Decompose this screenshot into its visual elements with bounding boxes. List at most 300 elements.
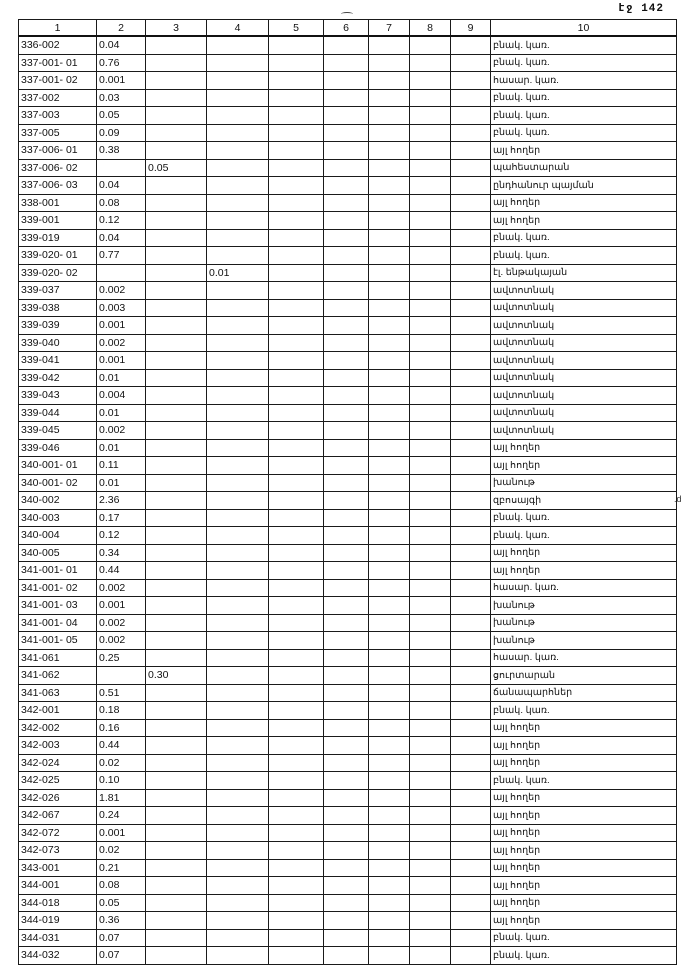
- table-row: [19, 684, 677, 702]
- col9-cell: [451, 264, 491, 282]
- table-row: [19, 527, 677, 545]
- table-row: [19, 632, 677, 650]
- table-row: [19, 894, 677, 912]
- column-header-3: 3: [146, 20, 207, 37]
- area-col3-cell: [146, 859, 207, 877]
- table-row: [19, 422, 677, 440]
- table-row: [19, 89, 677, 107]
- table-row: [19, 719, 677, 737]
- col9-cell: [451, 142, 491, 160]
- col7-cell: [369, 702, 410, 720]
- parcel-code-cell: 339-044: [19, 404, 97, 422]
- area-col4-cell: [207, 282, 269, 300]
- col7-cell: [369, 597, 410, 615]
- col9-cell: [451, 422, 491, 440]
- parcel-code-cell: 341-001- 02: [19, 579, 97, 597]
- parcel-code-cell: 339-020- 01: [19, 247, 97, 265]
- col9-cell: [451, 159, 491, 177]
- column-header-7: 7: [369, 20, 410, 37]
- col8-cell: [410, 124, 451, 142]
- col5-cell: [269, 334, 324, 352]
- col6-cell: [324, 737, 369, 755]
- col7-cell: [369, 334, 410, 352]
- area-col2-cell: 0.38: [97, 142, 146, 160]
- col5-cell: [269, 492, 324, 510]
- land-use-cell: այլ հողեր: [491, 544, 677, 562]
- land-use-cell: ավտոտնակ: [491, 317, 677, 335]
- land-use-cell: այլ հողեր: [491, 807, 677, 825]
- table-row: [19, 404, 677, 422]
- area-col2-cell: 0.36: [97, 912, 146, 930]
- parcel-code-cell: 344-032: [19, 947, 97, 965]
- area-col2-cell: [97, 667, 146, 685]
- table-row: [19, 754, 677, 772]
- col8-cell: [410, 789, 451, 807]
- area-col4-cell: [207, 492, 269, 510]
- col8-cell: [410, 54, 451, 72]
- area-col2-cell: 0.76: [97, 54, 146, 72]
- col9-cell: [451, 36, 491, 54]
- area-col2-cell: 0.003: [97, 299, 146, 317]
- land-use-cell: էլ. ենթակայան: [491, 264, 677, 282]
- land-use-cell: այլ հողեր: [491, 789, 677, 807]
- col9-cell: [451, 194, 491, 212]
- parcel-code-cell: 343-001: [19, 859, 97, 877]
- column-header-1: 1: [19, 20, 97, 37]
- table-row: [19, 439, 677, 457]
- parcel-code-cell: 344-019: [19, 912, 97, 930]
- parcel-code-cell: 336-002: [19, 36, 97, 54]
- col9-cell: [451, 789, 491, 807]
- col7-cell: [369, 877, 410, 895]
- col6-cell: [324, 229, 369, 247]
- col6-cell: [324, 929, 369, 947]
- area-col2-cell: 0.07: [97, 947, 146, 965]
- col9-cell: [451, 649, 491, 667]
- land-use-cell: այլ հողեր: [491, 719, 677, 737]
- area-col3-cell: [146, 89, 207, 107]
- header-row: [19, 20, 677, 37]
- col5-cell: [269, 264, 324, 282]
- area-col3-cell: [146, 334, 207, 352]
- area-col4-cell: [207, 404, 269, 422]
- table-row: [19, 334, 677, 352]
- col7-cell: [369, 107, 410, 125]
- area-col2-cell: [97, 159, 146, 177]
- area-col2-cell: 0.25: [97, 649, 146, 667]
- area-col3-cell: [146, 614, 207, 632]
- col7-cell: [369, 36, 410, 54]
- land-use-cell: հասար. կառ.: [491, 579, 677, 597]
- parcel-code-cell: 342-002: [19, 719, 97, 737]
- col9-cell: [451, 89, 491, 107]
- area-col3-cell: [146, 439, 207, 457]
- table-row: [19, 36, 677, 54]
- area-col3-cell: [146, 597, 207, 615]
- col8-cell: [410, 282, 451, 300]
- table-row: [19, 877, 677, 895]
- area-col2-cell: 0.002: [97, 579, 146, 597]
- col5-cell: [269, 422, 324, 440]
- col7-cell: [369, 492, 410, 510]
- col7-cell: [369, 72, 410, 90]
- land-use-cell: բնակ. կառ.: [491, 247, 677, 265]
- area-col2-cell: 0.01: [97, 404, 146, 422]
- land-use-cell: բնակ. կառ.: [491, 107, 677, 125]
- col5-cell: [269, 124, 324, 142]
- col8-cell: [410, 474, 451, 492]
- col6-cell: [324, 264, 369, 282]
- col8-cell: [410, 824, 451, 842]
- table-row: [19, 562, 677, 580]
- col5-cell: [269, 824, 324, 842]
- col7-cell: [369, 719, 410, 737]
- col9-cell: [451, 544, 491, 562]
- col6-cell: [324, 789, 369, 807]
- parcel-code-cell: 337-002: [19, 89, 97, 107]
- col6-cell: [324, 124, 369, 142]
- land-use-cell: պահեստարան: [491, 159, 677, 177]
- parcel-code-cell: 344-031: [19, 929, 97, 947]
- col5-cell: [269, 299, 324, 317]
- col6-cell: [324, 859, 369, 877]
- area-col3-cell: [146, 509, 207, 527]
- col7-cell: [369, 194, 410, 212]
- col7-cell: [369, 842, 410, 860]
- area-col3-cell: [146, 247, 207, 265]
- land-use-cell: այլ հողեր: [491, 842, 677, 860]
- col6-cell: [324, 457, 369, 475]
- parcel-code-cell: 339-042: [19, 369, 97, 387]
- col6-cell: [324, 474, 369, 492]
- table-row: [19, 229, 677, 247]
- col8-cell: [410, 702, 451, 720]
- col5-cell: [269, 684, 324, 702]
- col8-cell: [410, 299, 451, 317]
- area-col4-cell: [207, 789, 269, 807]
- table-row: [19, 212, 677, 230]
- col6-cell: [324, 509, 369, 527]
- col5-cell: [269, 597, 324, 615]
- parcel-code-cell: 341-063: [19, 684, 97, 702]
- parcel-code-cell: 342-072: [19, 824, 97, 842]
- col8-cell: [410, 194, 451, 212]
- col5-cell: [269, 72, 324, 90]
- col5-cell: [269, 509, 324, 527]
- land-use-cell: ավտոտնակ: [491, 404, 677, 422]
- table-row: [19, 352, 677, 370]
- land-use-cell: այլ հողեր: [491, 737, 677, 755]
- area-col2-cell: 0.001: [97, 824, 146, 842]
- parcel-code-cell: 339-039: [19, 317, 97, 335]
- area-col2-cell: 0.11: [97, 457, 146, 475]
- area-col3-cell: [146, 492, 207, 510]
- area-col3-cell: [146, 124, 207, 142]
- col5-cell: [269, 807, 324, 825]
- table-row: [19, 159, 677, 177]
- area-col4-cell: [207, 859, 269, 877]
- col6-cell: [324, 352, 369, 370]
- land-use-cell: ավտոտնակ: [491, 334, 677, 352]
- land-use-cell: այլ հողեր: [491, 859, 677, 877]
- parcel-code-cell: 339-037: [19, 282, 97, 300]
- col6-cell: [324, 142, 369, 160]
- col5-cell: [269, 789, 324, 807]
- area-col3-cell: [146, 264, 207, 282]
- col6-cell: [324, 649, 369, 667]
- col6-cell: [324, 719, 369, 737]
- col5-cell: [269, 457, 324, 475]
- area-col2-cell: 0.08: [97, 877, 146, 895]
- col7-cell: [369, 229, 410, 247]
- parcel-code-cell: 339-041: [19, 352, 97, 370]
- area-col2-cell: 2.36: [97, 492, 146, 510]
- col6-cell: [324, 159, 369, 177]
- area-col3-cell: [146, 562, 207, 580]
- col6-cell: [324, 947, 369, 965]
- col9-cell: [451, 632, 491, 650]
- col9-cell: [451, 282, 491, 300]
- col5-cell: [269, 562, 324, 580]
- area-col4-cell: [207, 527, 269, 545]
- area-col2-cell: 0.02: [97, 754, 146, 772]
- table-row: [19, 492, 677, 510]
- area-col4-cell: [207, 89, 269, 107]
- col7-cell: [369, 947, 410, 965]
- table-row: [19, 282, 677, 300]
- area-col4-cell: [207, 159, 269, 177]
- area-col2-cell: 0.002: [97, 334, 146, 352]
- col6-cell: [324, 439, 369, 457]
- area-col3-cell: [146, 36, 207, 54]
- col9-cell: [451, 859, 491, 877]
- land-use-cell: բնակ. կառ.: [491, 509, 677, 527]
- col6-cell: [324, 684, 369, 702]
- col8-cell: [410, 842, 451, 860]
- area-col3-cell: [146, 632, 207, 650]
- col7-cell: [369, 457, 410, 475]
- col9-cell: [451, 597, 491, 615]
- col6-cell: [324, 527, 369, 545]
- area-col2-cell: 0.10: [97, 772, 146, 790]
- col8-cell: [410, 772, 451, 790]
- area-col4-cell: [207, 54, 269, 72]
- area-col4-cell: [207, 369, 269, 387]
- area-col3-cell: [146, 737, 207, 755]
- col6-cell: [324, 754, 369, 772]
- land-use-cell: հասար. կառ.: [491, 72, 677, 90]
- table-row: [19, 54, 677, 72]
- area-col3-cell: [146, 877, 207, 895]
- area-col4-cell: [207, 632, 269, 650]
- area-col3-cell: [146, 772, 207, 790]
- col9-cell: [451, 719, 491, 737]
- parcel-code-cell: 339-038: [19, 299, 97, 317]
- column-header-2: 2: [97, 20, 146, 37]
- col9-cell: [451, 579, 491, 597]
- table-row: [19, 772, 677, 790]
- area-col3-cell: 0.30: [146, 667, 207, 685]
- col8-cell: [410, 719, 451, 737]
- area-col3-cell: [146, 649, 207, 667]
- area-col2-cell: 0.08: [97, 194, 146, 212]
- col9-cell: [451, 684, 491, 702]
- table-row: [19, 317, 677, 335]
- col9-cell: [451, 107, 491, 125]
- col9-cell: [451, 824, 491, 842]
- col5-cell: [269, 36, 324, 54]
- col9-cell: [451, 474, 491, 492]
- area-col3-cell: [146, 579, 207, 597]
- area-col2-cell: 0.001: [97, 72, 146, 90]
- col7-cell: [369, 509, 410, 527]
- col9-cell: [451, 807, 491, 825]
- col9-cell: [451, 247, 491, 265]
- area-col4-cell: [207, 544, 269, 562]
- table-row: [19, 789, 677, 807]
- land-use-cell: այլ հողեր: [491, 194, 677, 212]
- parcel-code-cell: 340-001- 02: [19, 474, 97, 492]
- col9-cell: [451, 947, 491, 965]
- col7-cell: [369, 894, 410, 912]
- col8-cell: [410, 912, 451, 930]
- parcel-code-cell: 340-002: [19, 492, 97, 510]
- col8-cell: [410, 859, 451, 877]
- col9-cell: [451, 702, 491, 720]
- col9-cell: [451, 562, 491, 580]
- area-col2-cell: [97, 264, 146, 282]
- col6-cell: [324, 72, 369, 90]
- col5-cell: [269, 404, 324, 422]
- land-use-cell: ավտոտնակ: [491, 299, 677, 317]
- col8-cell: [410, 614, 451, 632]
- col7-cell: [369, 562, 410, 580]
- parcel-code-cell: 337-006- 02: [19, 159, 97, 177]
- col9-cell: [451, 457, 491, 475]
- table-row: [19, 824, 677, 842]
- col9-cell: [451, 772, 491, 790]
- col6-cell: [324, 334, 369, 352]
- col5-cell: [269, 352, 324, 370]
- col6-cell: [324, 212, 369, 230]
- col8-cell: [410, 667, 451, 685]
- col5-cell: [269, 159, 324, 177]
- area-col4-cell: [207, 317, 269, 335]
- col6-cell: [324, 177, 369, 195]
- col5-cell: [269, 912, 324, 930]
- col8-cell: [410, 649, 451, 667]
- land-use-cell: այլ հողեր: [491, 824, 677, 842]
- col6-cell: [324, 614, 369, 632]
- parcel-code-cell: 339-019: [19, 229, 97, 247]
- col7-cell: [369, 929, 410, 947]
- area-col4-cell: [207, 649, 269, 667]
- land-use-cell: այլ հողեր: [491, 894, 677, 912]
- area-col2-cell: 0.01: [97, 369, 146, 387]
- area-col2-cell: 0.24: [97, 807, 146, 825]
- area-col3-cell: [146, 807, 207, 825]
- col7-cell: [369, 247, 410, 265]
- col7-cell: [369, 912, 410, 930]
- col9-cell: [451, 439, 491, 457]
- table-row: [19, 369, 677, 387]
- area-col4-cell: [207, 562, 269, 580]
- table-row: [19, 177, 677, 195]
- col7-cell: [369, 264, 410, 282]
- parcel-code-cell: 337-006- 03: [19, 177, 97, 195]
- table-row: [19, 597, 677, 615]
- area-col4-cell: 0.01: [207, 264, 269, 282]
- area-col4-cell: [207, 702, 269, 720]
- column-header-10: 10: [491, 20, 677, 37]
- col6-cell: [324, 597, 369, 615]
- parcel-code-cell: 341-001- 01: [19, 562, 97, 580]
- parcel-code-cell: 337-005: [19, 124, 97, 142]
- area-col3-cell: [146, 544, 207, 562]
- area-col2-cell: 0.05: [97, 894, 146, 912]
- land-use-cell: ավտոտնակ: [491, 352, 677, 370]
- column-header-4: 4: [207, 20, 269, 37]
- land-use-cell: խանութ: [491, 474, 677, 492]
- parcel-code-cell: 344-018: [19, 894, 97, 912]
- table-row: [19, 614, 677, 632]
- col5-cell: [269, 212, 324, 230]
- area-col3-cell: [146, 72, 207, 90]
- area-col3-cell: [146, 789, 207, 807]
- area-col2-cell: 0.16: [97, 719, 146, 737]
- land-use-cell: բնակ. կառ.: [491, 527, 677, 545]
- col8-cell: [410, 737, 451, 755]
- col6-cell: [324, 299, 369, 317]
- col9-cell: [451, 299, 491, 317]
- area-col2-cell: 0.002: [97, 422, 146, 440]
- table-row: [19, 649, 677, 667]
- col7-cell: [369, 684, 410, 702]
- table-row: [19, 124, 677, 142]
- parcel-code-cell: 340-004: [19, 527, 97, 545]
- area-col4-cell: [207, 36, 269, 54]
- area-col3-cell: [146, 317, 207, 335]
- parcel-code-cell: 342-024: [19, 754, 97, 772]
- col8-cell: [410, 544, 451, 562]
- col9-cell: [451, 894, 491, 912]
- col7-cell: [369, 614, 410, 632]
- table-row: [19, 859, 677, 877]
- col8-cell: [410, 107, 451, 125]
- land-register-table: [18, 19, 677, 965]
- area-col4-cell: [207, 772, 269, 790]
- table-row: [19, 912, 677, 930]
- col6-cell: [324, 824, 369, 842]
- land-use-cell: բնակ. կառ.: [491, 929, 677, 947]
- col8-cell: [410, 317, 451, 335]
- col6-cell: [324, 912, 369, 930]
- land-use-cell: բնակ. կառ.: [491, 36, 677, 54]
- land-use-cell: բնակ. կառ.: [491, 229, 677, 247]
- col5-cell: [269, 859, 324, 877]
- col7-cell: [369, 317, 410, 335]
- table-row: [19, 842, 677, 860]
- parcel-code-cell: 342-025: [19, 772, 97, 790]
- col7-cell: [369, 544, 410, 562]
- area-col4-cell: [207, 947, 269, 965]
- col8-cell: [410, 89, 451, 107]
- area-col3-cell: [146, 842, 207, 860]
- col6-cell: [324, 89, 369, 107]
- area-col3-cell: [146, 352, 207, 370]
- area-col2-cell: 0.44: [97, 737, 146, 755]
- col7-cell: [369, 649, 410, 667]
